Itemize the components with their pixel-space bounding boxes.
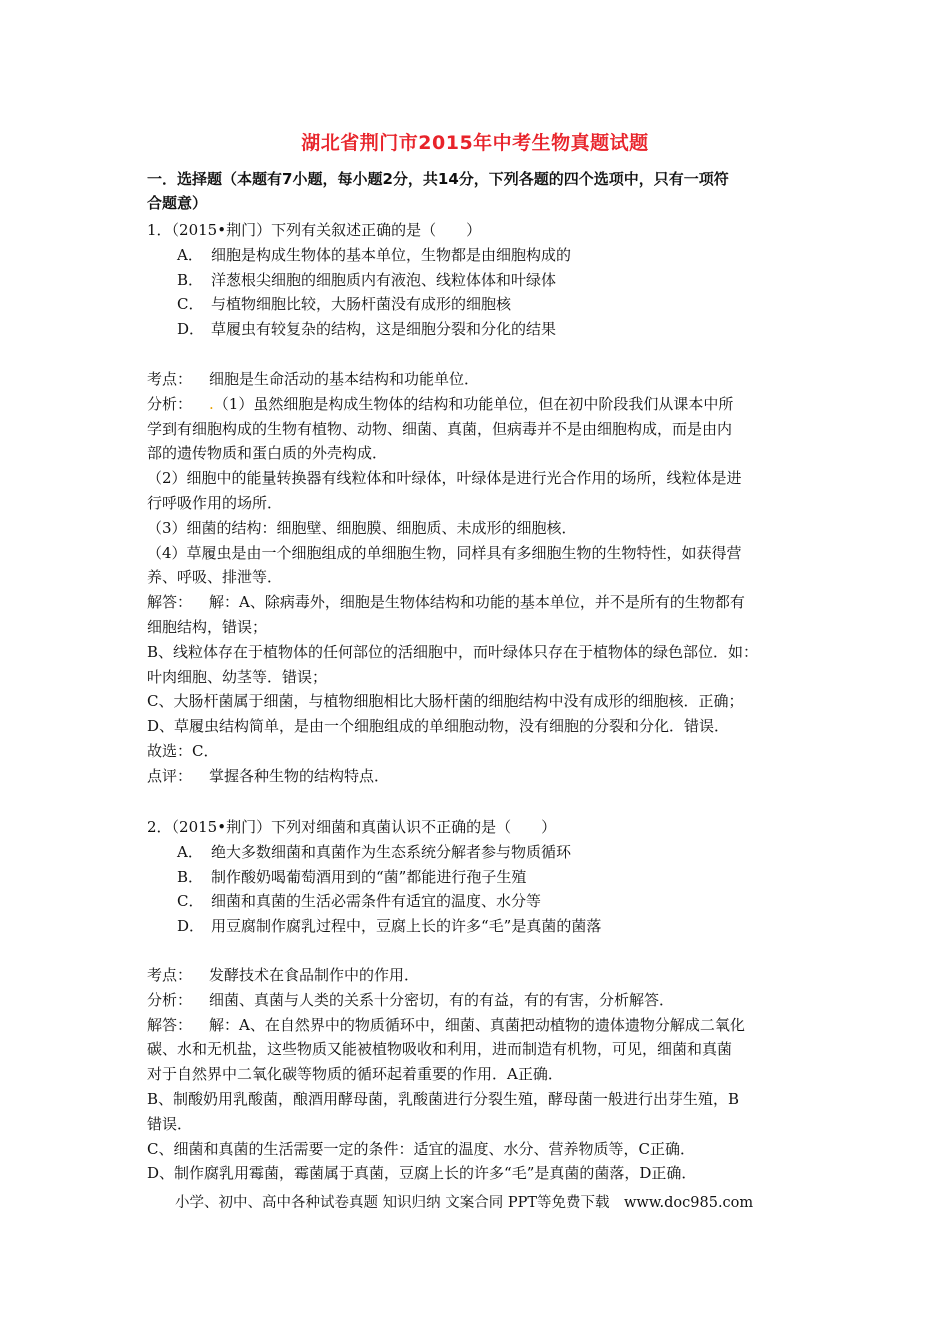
fenxi-continuation: 行呼吸作用的场所． [147,493,283,512]
question-2-option-c [147,889,817,914]
question-1-option-d [147,317,817,342]
fenxi-first-text: （1）虽然细胞是构成生物体的结构和功能单位，但在初中阶段我们从课本中所 [213,394,734,413]
question-2-option-d [147,914,817,939]
question-2-option-a [147,840,817,865]
option-text: 绝大多数细菌和真菌作为生态系统分解者参与物质循环 [211,842,572,861]
kaodian-label: 考点： [147,966,193,984]
fenxi-line [147,392,817,417]
option-text: 草履虫有较复杂的结构，这是细胞分裂和分化的结果 [211,320,557,339]
jieda-continuation: C、大肠杆菌属于细菌，与植物细胞相比大肠杆菌的细胞结构中没有成形的细胞核．正确； [147,692,744,711]
question-1-option-c [147,292,817,317]
option-key: A． [177,245,203,264]
jieda-first-text: 解：A、在自然界中的物质循环中，细菌、真菌把动植物的遗体遗物分解成二氧化 [209,1015,745,1034]
jieda-line [147,1013,817,1038]
option-text: 洋葱根尖细胞的细胞质内有液泡、线粒体体和叶绿体 [211,270,557,289]
jieda-continuation: D、制作腐乳用霉菌，霉菌属于真菌，豆腐上长的许多“毛”是真菌的菌落，D正确． [147,1164,697,1183]
option-text: 与植物细胞比较，大肠杆菌没有成形的细胞核 [211,295,512,314]
fenxi-continuation: （4）草履虫是由一个细胞组成的单细胞生物，同样具有多细胞生物的生物特性，如获得营 [147,543,742,562]
section-heading [147,167,817,215]
jieda-label: 解答： [147,1015,193,1034]
jieda-continuation: C、细菌和真菌的生活需要一定的条件：适宜的温度、水分、营养物质等，C正确． [147,1139,695,1158]
option-key: B． [177,867,204,886]
kaodian-label: 考点： [147,370,193,388]
page-title: 湖北省荆门市2015年中考生物真题试题 [301,132,649,154]
option-text: 细菌和真菌的生活必需条件有适宜的温度、水分等 [211,892,542,911]
jieda-continuation: D、草履虫结构简单，是由一个细胞组成的单细胞动物，没有细胞的分裂和分化．错误． [147,717,730,736]
question-1-option-b [147,268,817,293]
jieda-first-text: 解：A、除病毒外，细胞是生物体结构和功能的基本单位，并不是所有的生物都有 [209,593,745,612]
option-key: B． [177,270,204,289]
question-2-analysis [147,963,817,1186]
jieda-continuation: 对于自然界中二氧化碳等物质的循环起着重要的作用．A正确． [147,1065,563,1084]
fenxi-continuation: （3）细菌的结构：细胞壁、细胞膜、细胞质、未成形的细胞核． [147,518,577,537]
fenxi-label: 分析： [147,394,193,413]
jieda-continuation: 细胞结构，错误； [147,617,268,636]
question-1-option-a [147,243,817,268]
question-1-analysis [147,367,817,789]
option-key: C． [177,892,204,911]
jieda-line [147,590,817,615]
kaodian-line [147,963,817,988]
jieda-continuation: 叶肉细胞、幼茎等．错误； [147,667,328,686]
section-heading-line-1: 一．选择题（本题有7小题，每小题2分，共14分，下列各题的四个选项中，只有一项符 [147,170,729,188]
question-2-option-b [147,865,817,890]
jieda-continuation: 错误． [147,1114,193,1133]
jieda-continuation: 故选：C． [147,741,219,760]
fenxi-continuation: 学到有细胞构成的生物有植物、动物、细菌、真菌，但病毒并不是由细胞构成，而是由内 [147,419,733,438]
fenxi-text: 细菌、真菌与人类的关系十分密切，有的有益，有的有害，分析解答． [209,990,675,1009]
dianping-label: 点评： [147,766,193,785]
option-key: D． [177,917,205,936]
question-1 [147,218,817,342]
page-footer: 小学、初中、高中各种试卷真题 知识归纳 文案合同 PPT等免费下载 www.doc985.com [175,1195,754,1211]
fenxi-continuation: （2）细胞中的能量转换器有线粒体和叶绿体，叶绿体是进行光合作用的场所，线粒体是进 [147,469,742,488]
jieda-continuation: 碳、水和无机盐，这些物质又能被植物吸收和利用，进而制造有机物，可见，细菌和真菌 [147,1040,733,1059]
stray-dot-mark: . [209,394,214,413]
fenxi-label: 分析： [147,990,193,1009]
option-text: 细胞是构成生物体的基本单位，生物都是由细胞构成的 [211,245,572,264]
jieda-label: 解答： [147,593,193,612]
jieda-continuation: B、线粒体存在于植物体的任何部位的活细胞中，而叶绿体只存在于植物体的绿色部位．如： [147,642,759,661]
kaodian-text: 发酵技术在食品制作中的作用． [209,966,420,984]
question-1-stem: 1．（2015•荆门）下列有关叙述正确的是（ ） [147,221,482,239]
fenxi-continuation: 养、呼吸、排泄等． [147,568,283,587]
jieda-continuation: B、制酸奶用乳酸菌，酿酒用酵母菌，乳酸菌进行分裂生殖，酵母菌一般进行出芽生殖，B [147,1089,740,1108]
kaodian-line [147,367,817,392]
question-2-stem: 2．（2015•荆门）下列对细菌和真菌认识不正确的是（ ） [147,818,557,836]
option-text: 制作酸奶喝葡萄酒用到的“菌”都能进行孢子生殖 [211,867,527,886]
option-key: C． [177,295,204,314]
section-heading-line-2: 合题意） [147,194,208,212]
option-key: A． [177,842,203,861]
kaodian-text: 细胞是生命活动的基本结构和功能单位． [209,370,480,388]
fenxi-line [147,988,817,1013]
dianping-text: 掌握各种生物的结构特点． [209,766,390,785]
option-text: 用豆腐制作腐乳过程中，豆腐上长的许多“毛”是真菌的菌落 [211,917,602,936]
question-2 [147,815,817,939]
option-key: D． [177,320,205,339]
dianping-line [147,764,817,789]
fenxi-continuation: 部的遗传物质和蛋白质的外壳构成． [147,444,388,463]
